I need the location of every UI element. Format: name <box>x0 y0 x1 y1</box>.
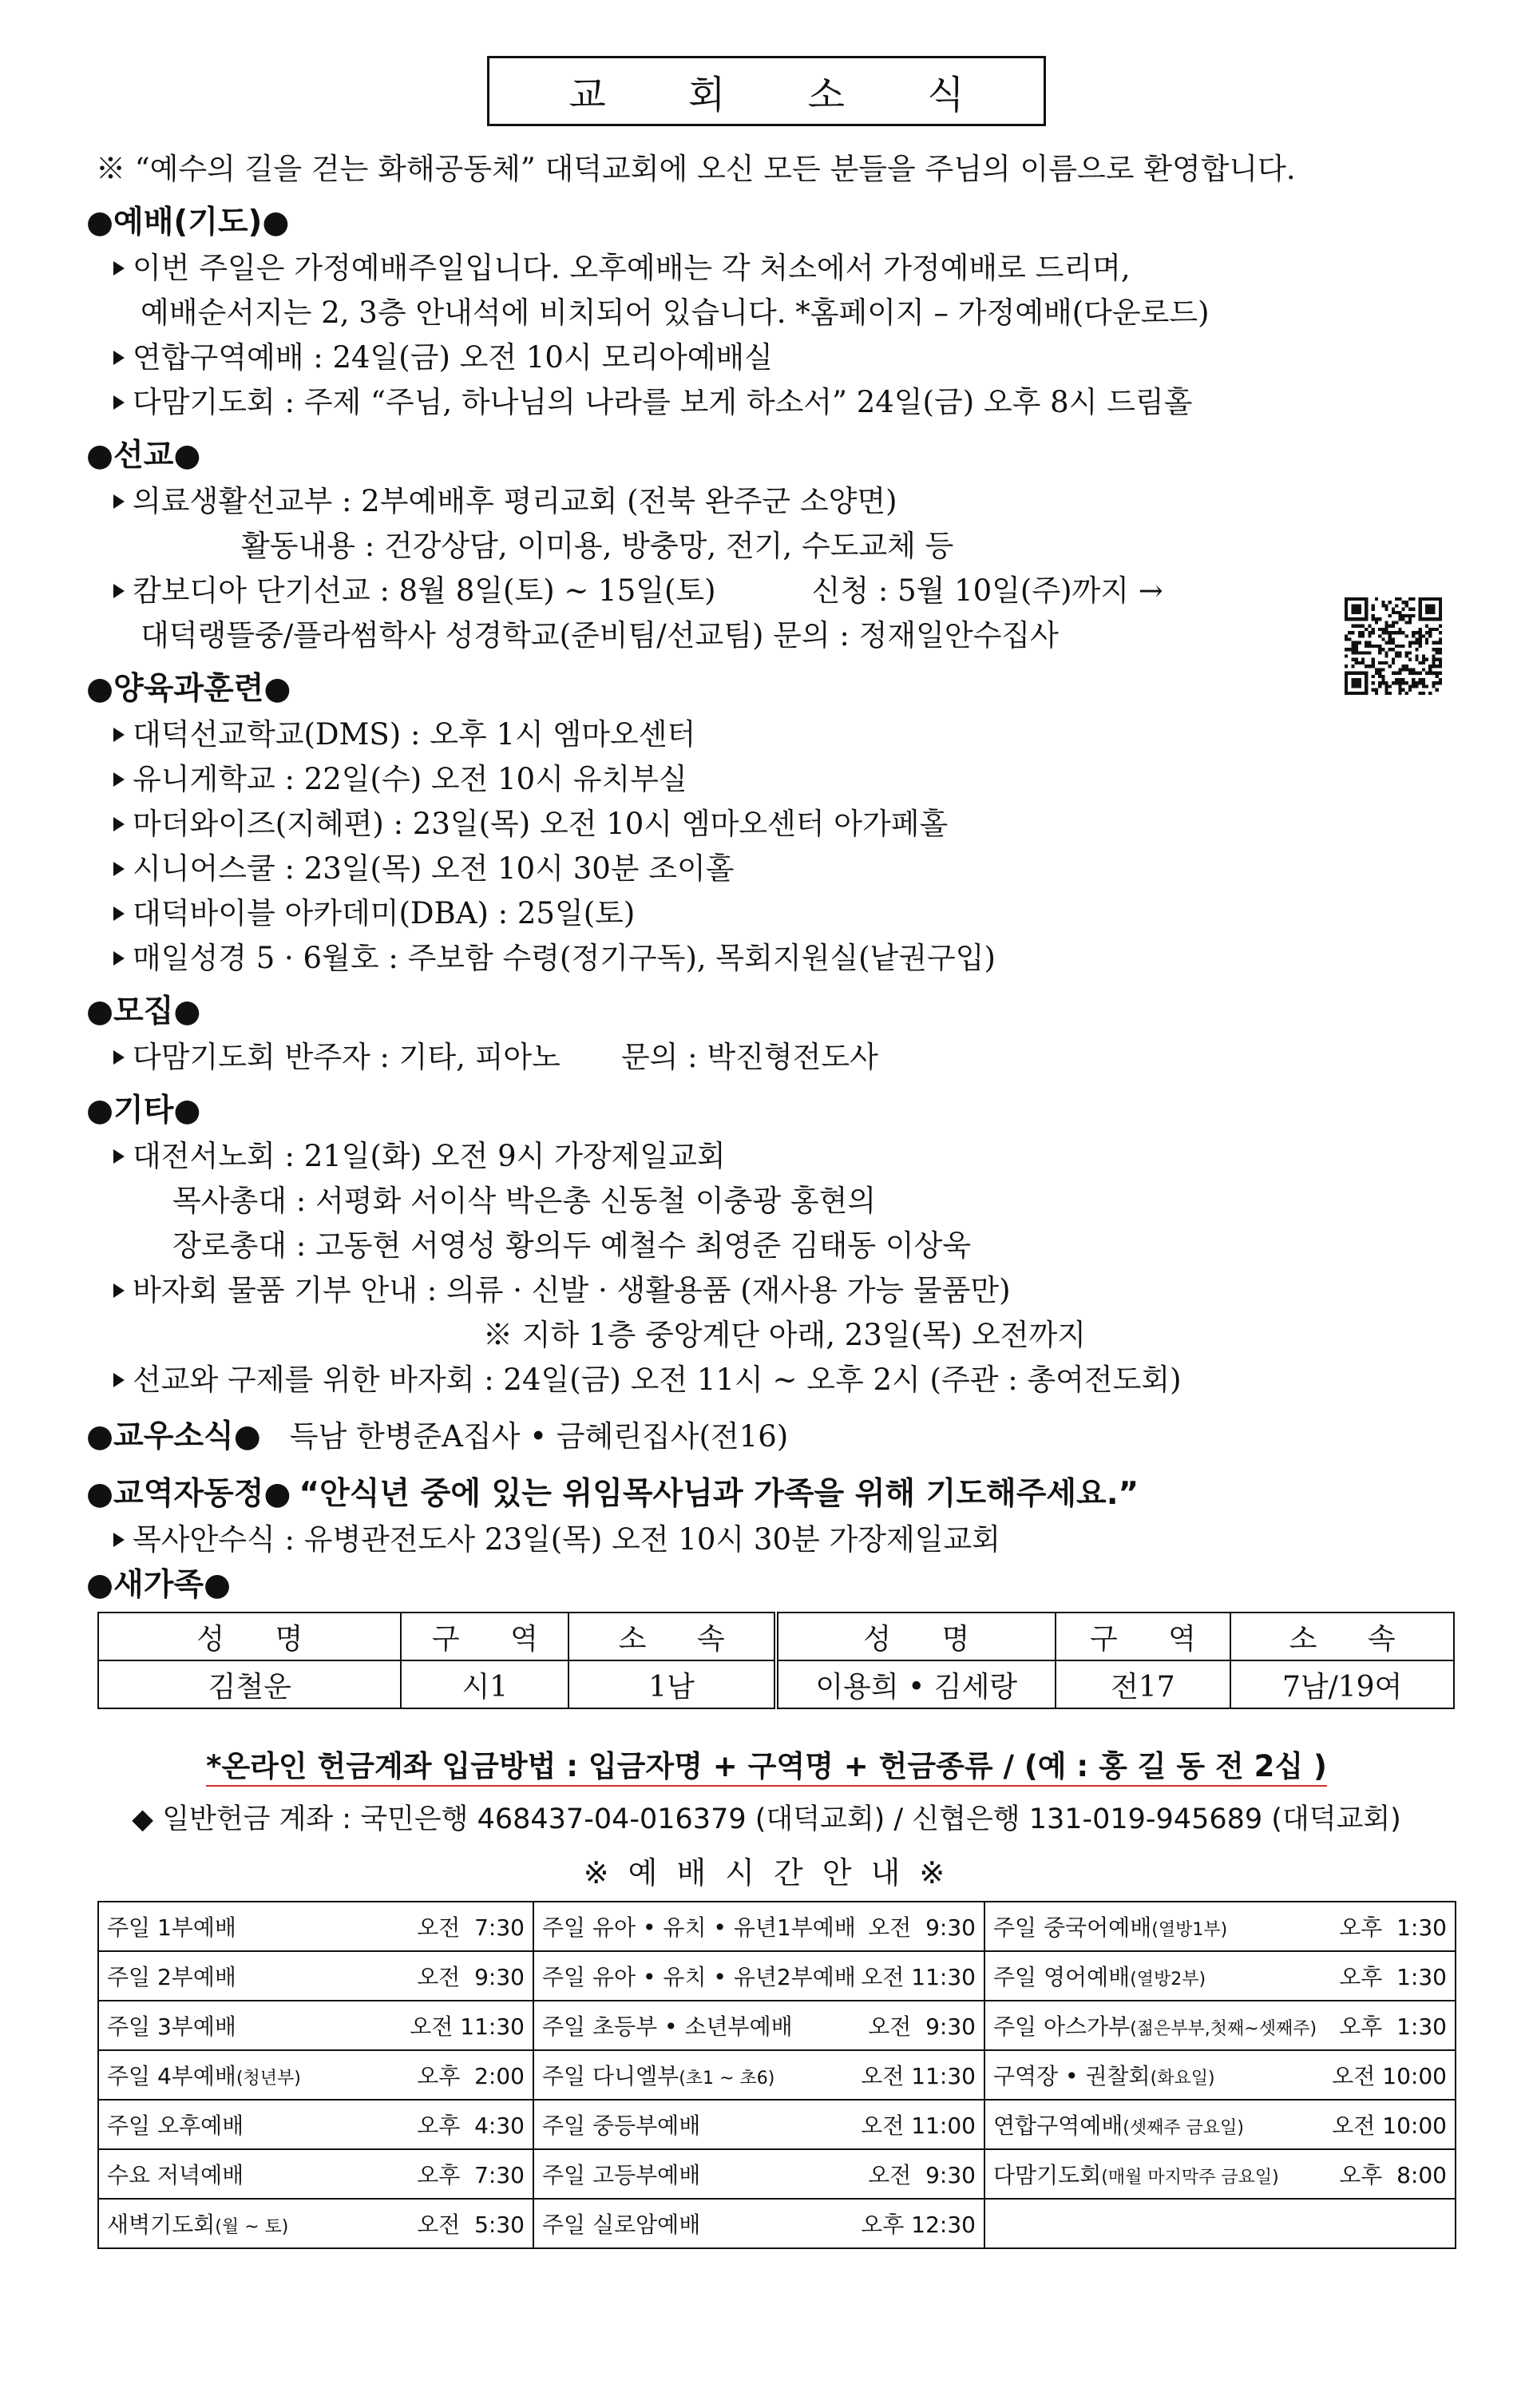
etc-item-pastor-delegates: 목사총대 : 서평화 서이삭 박은총 신동철 이충광 홍현의 <box>172 1184 877 1218</box>
schedule-cell <box>533 2100 984 2149</box>
recruit-item-accompanist: 다맘기도회 반주자 : 기타, 피아노 문의 : 박진형전도사 <box>80 1035 1453 1080</box>
schedule-cell <box>533 2001 984 2050</box>
section-pastor-heading: ●교역자동정● <box>86 1476 291 1512</box>
schedule-service-time: 오후 8:00 <box>1339 2162 1447 2188</box>
training-item-motherwise: 마더와이즈(지혜편) : 23일(목) 오전 10시 엠마오센터 아가페홀 <box>80 802 1453 847</box>
etc-item-elder-delegates: 장로총대 : 고동현 서영성 황의두 예철수 최영준 김태동 이상욱 <box>172 1228 972 1263</box>
schedule-cell <box>533 1951 984 2001</box>
schedule-cell <box>984 1951 1456 2001</box>
table-cell: 1남 <box>568 1660 776 1708</box>
schedule-cell <box>984 2149 1456 2199</box>
mission-item-cambodia: 캄보디아 단기선교 : 8월 8일(토) ~ 15일(토) 신청 : 5월 10일(주)까지 → <box>80 569 1453 613</box>
schedule-service-note: (셋째주 금요일) <box>1123 2118 1244 2138</box>
schedule-service-note: (화요일) <box>1150 2069 1215 2089</box>
table-row <box>98 2149 1456 2199</box>
table-row <box>98 1902 1456 1951</box>
schedule-service-name: 주일 아스가부 <box>993 2013 1131 2040</box>
mission-item-cambodia-cont: 대덕랭뜰중/플라썸학사 성경학교(준비팀/선교팀) 문의 : 정재일안수집사 <box>141 618 1059 653</box>
bullet-triangle-icon <box>113 817 125 831</box>
members-news: 득남 한병준A집사 • 금혜린집사(전16) <box>289 1419 789 1454</box>
worship-item-family: 이번 주일은 가정예배주일입니다. 오후예배는 각 처소에서 가정예배로 드리며, <box>80 246 1453 291</box>
schedule-service-note: (초1 ~ 초6) <box>679 2069 775 2089</box>
bullet-triangle-icon <box>113 351 125 365</box>
schedule-service-note: (월 ~ 토) <box>215 2217 289 2237</box>
schedule-cell <box>533 2050 984 2100</box>
section-worship-heading: ●예배(기도)● <box>86 204 290 240</box>
schedule-service-name: 주일 영어예배 <box>993 1964 1131 1990</box>
schedule-service-time: 오전 9:30 <box>868 2013 976 2040</box>
table-cell: 김철운 <box>98 1660 401 1708</box>
schedule-service-time: 오전 11:30 <box>861 1964 976 1990</box>
schedule-service-name: 주일 다니엘부 <box>542 2063 679 2089</box>
section-members-heading: ●교우소식● <box>86 1418 261 1454</box>
etc-item-bazaar-donation: 바자회 물품 기부 안내 : 의류 · 신발 · 생활용품 (재사용 가능 물품만) <box>80 1268 1453 1313</box>
schedule-service-name: 주일 중등부예배 <box>542 2112 701 2139</box>
bullet-triangle-icon <box>113 1533 125 1547</box>
schedule-service-time: 오전 9:30 <box>868 2162 976 2188</box>
schedule-service-time: 오전 9:30 <box>417 1964 525 1990</box>
bullet-triangle-icon <box>113 772 125 787</box>
col-header-name: 성 명 <box>98 1613 401 1660</box>
bullet-triangle-icon <box>113 728 125 742</box>
col-header-district: 구 역 <box>401 1613 568 1660</box>
training-item-daily-bible: 매일성경 5 · 6월호 : 주보함 수령(정기구독), 목회지원실(낱권구입) <box>80 936 1453 981</box>
schedule-service-time: 오전 5:30 <box>417 2212 525 2238</box>
section-pastor <box>80 1471 1453 1517</box>
schedule-cell <box>984 2100 1456 2149</box>
bullet-triangle-icon <box>113 261 125 276</box>
mission-item-medical-cont: 활동내용 : 건강상담, 이미용, 방충망, 전기, 수도교체 등 <box>241 529 954 563</box>
schedule-service-name: 다맘기도회 <box>993 2162 1102 2188</box>
schedule-cell <box>98 2149 533 2199</box>
schedule-service-name: 주일 유아 • 유치 • 유년2부예배 <box>542 1964 856 1990</box>
bullet-triangle-icon <box>113 494 125 509</box>
schedule-title: ※ 예 배 시 간 안 내 ※ <box>583 1855 950 1890</box>
schedule-cell <box>984 2050 1456 2100</box>
schedule-service-time: 오후 2:00 <box>417 2063 525 2089</box>
table-cell: 7남/19여 <box>1230 1660 1454 1708</box>
schedule-service-note: (열방1부) <box>1151 1920 1228 1940</box>
schedule-service-note: (매월 마지막주 금요일) <box>1101 2168 1279 2188</box>
schedule-service-name: 주일 3부예배 <box>107 2013 236 2040</box>
schedule-cell <box>533 1902 984 1951</box>
section-newfamily-heading: ●새가족● <box>86 1567 232 1603</box>
schedule-service-time: 오전 11:30 <box>410 2013 525 2040</box>
schedule-service-name: 구역장 • 권찰회 <box>993 2063 1151 2089</box>
schedule-service-name: 주일 실로암예배 <box>542 2212 701 2238</box>
schedule-service-time: 오후 1:30 <box>1339 1964 1447 1990</box>
offering-account-info: ◆ 일반헌금 계좌 : 국민은행 468437-04-016379 (대덕교회) / 신협은행 131-019-945689 (대덕교회) <box>132 1803 1401 1835</box>
mission-item-medical: 의료생활선교부 : 2부예배후 평리교회 (전북 완주군 소양면) <box>80 479 1453 524</box>
schedule-cell <box>98 2199 533 2248</box>
col-header-name: 성 명 <box>776 1613 1056 1660</box>
bullet-triangle-icon <box>113 1283 125 1298</box>
schedule-cell <box>984 1902 1456 1951</box>
pastor-item-ordination: 목사안수식 : 유병관전도사 23일(목) 오전 10시 30분 가장제일교회 <box>80 1517 1453 1562</box>
bullet-triangle-icon <box>113 1373 125 1387</box>
schedule-service-name: 주일 고등부예배 <box>542 2162 701 2188</box>
schedule-cell <box>98 1951 533 2001</box>
schedule-service-name: 주일 중국어예배 <box>993 1914 1152 1941</box>
table-header-row <box>98 1613 1454 1660</box>
table-row <box>98 1951 1456 2001</box>
schedule-service-name: 수요 저녁예배 <box>107 2162 244 2188</box>
schedule-service-time: 오전 11:30 <box>861 2063 976 2089</box>
bullet-triangle-icon <box>113 951 125 966</box>
schedule-service-note: (젊은부부,첫째~셋째주) <box>1130 2019 1317 2039</box>
schedule-service-time: 오전 7:30 <box>417 1914 525 1941</box>
schedule-service-time: 오전 9:30 <box>868 1914 976 1941</box>
bullet-triangle-icon <box>113 1149 125 1164</box>
schedule-service-name: 주일 2부예배 <box>107 1964 236 1990</box>
schedule-service-time: 오후 4:30 <box>417 2112 525 2139</box>
worship-item-damam: 다맘기도회 : 주제 “주님, 하나님의 나라를 보게 하소서” 24일(금) 오후 8시 드림홀 <box>80 380 1453 425</box>
table-row <box>98 2199 1456 2248</box>
worship-item-family-cont: 예배순서지는 2, 3층 안내석에 비치되어 있습니다. *홈페이지 – 가정예배(다운로드) <box>141 296 1210 330</box>
schedule-service-time: 오후 12:30 <box>861 2212 976 2238</box>
worship-schedule-table <box>97 1901 1456 2249</box>
pastor-prayer-request: “안식년 중에 있는 위임목사님과 가족을 위해 기도해주세요.” <box>299 1476 1139 1512</box>
schedule-service-name: 주일 4부예배 <box>107 2063 236 2089</box>
schedule-service-name: 주일 유아 • 유치 • 유년1부예배 <box>542 1914 856 1941</box>
schedule-service-name: 주일 초등부 • 소년부예배 <box>542 2013 793 2040</box>
section-training-heading: ●양육과훈련● <box>86 671 291 707</box>
newfamily-table <box>97 1612 1455 1709</box>
schedule-cell <box>984 2001 1456 2050</box>
schedule-service-name: 주일 오후예배 <box>107 2112 244 2139</box>
schedule-cell <box>98 2100 533 2149</box>
schedule-cell <box>98 2001 533 2050</box>
schedule-service-name: 주일 1부예배 <box>107 1914 236 1941</box>
bullet-triangle-icon <box>113 1050 125 1065</box>
online-offering-instructions: *온라인 헌금계좌 입금방법 : 입금자명 + 구역명 + 헌금종류 / (예 : 홍 길 동 전 2십 ) <box>80 1744 1453 1789</box>
etc-item-presbytery: 대전서노회 : 21일(화) 오전 9시 가장제일교회 <box>80 1134 1453 1179</box>
col-header-group: 소 속 <box>568 1613 776 1660</box>
worship-item-district: 연합구역예배 : 24일(금) 오전 10시 모리아예배실 <box>80 335 1453 380</box>
schedule-service-time: 오후 7:30 <box>417 2162 525 2188</box>
section-members <box>80 1414 1453 1460</box>
schedule-cell <box>98 1902 533 1951</box>
col-header-group: 소 속 <box>1230 1613 1454 1660</box>
schedule-service-note: (청년부) <box>236 2069 301 2089</box>
welcome-message: ※ “예수의 길을 걷는 화해공동체” 대덕교회에 오신 모든 분들을 주님의 이름으로 환영합니다. <box>96 152 1296 186</box>
schedule-cell <box>984 2199 1456 2248</box>
table-row <box>98 2050 1456 2100</box>
training-item-senior: 시니어스쿨 : 23일(목) 오전 10시 30분 조이홀 <box>80 847 1453 891</box>
schedule-service-time: 오후 1:30 <box>1339 1914 1447 1941</box>
training-item-dba: 대덕바이블 아카데미(DBA) : 25일(토) <box>80 891 1453 936</box>
bullet-triangle-icon <box>113 584 125 598</box>
section-recruit-heading: ●모집● <box>86 994 201 1029</box>
schedule-service-name: 새벽기도회 <box>107 2212 216 2238</box>
bullet-triangle-icon <box>113 395 125 410</box>
training-item-eunice: 유니게학교 : 22일(수) 오전 10시 유치부실 <box>80 757 1453 802</box>
table-row <box>98 1660 1454 1708</box>
bullet-triangle-icon <box>113 862 125 876</box>
etc-item-bazaar: 선교와 구제를 위한 바자회 : 24일(금) 오전 11시 ~ 오후 2시 (주관 : 총여전도회) <box>80 1358 1453 1402</box>
col-header-district: 구 역 <box>1056 1613 1231 1660</box>
section-etc-heading: ●기타● <box>86 1093 201 1129</box>
schedule-service-time: 오전 11:00 <box>861 2112 976 2139</box>
schedule-cell <box>533 2199 984 2248</box>
bullet-triangle-icon <box>113 906 125 921</box>
table-row <box>98 2001 1456 2050</box>
schedule-service-time: 오전 10:00 <box>1332 2063 1447 2089</box>
schedule-service-time: 오후 1:30 <box>1339 2013 1447 2040</box>
table-cell: 전17 <box>1056 1660 1231 1708</box>
section-mission-heading: ●선교● <box>86 438 201 474</box>
schedule-service-time: 오전 10:00 <box>1332 2112 1447 2139</box>
schedule-service-note: (열방2부) <box>1130 1970 1206 1989</box>
table-row <box>98 2100 1456 2149</box>
qr-code-icon[interactable] <box>1345 597 1442 695</box>
schedule-cell <box>98 2050 533 2100</box>
table-cell: 이용희 • 김세랑 <box>776 1660 1056 1708</box>
schedule-service-name: 연합구역예배 <box>993 2112 1123 2139</box>
table-cell: 시1 <box>401 1660 568 1708</box>
etc-item-bazaar-donation-cont: ※ 지하 1층 중앙계단 아래, 23일(목) 오전까지 <box>483 1318 1086 1352</box>
schedule-cell <box>533 2149 984 2199</box>
page-title: 교 회 소 식 <box>487 56 1046 126</box>
training-item-dms: 대덕선교학교(DMS) : 오후 1시 엠마오센터 <box>80 712 1453 757</box>
